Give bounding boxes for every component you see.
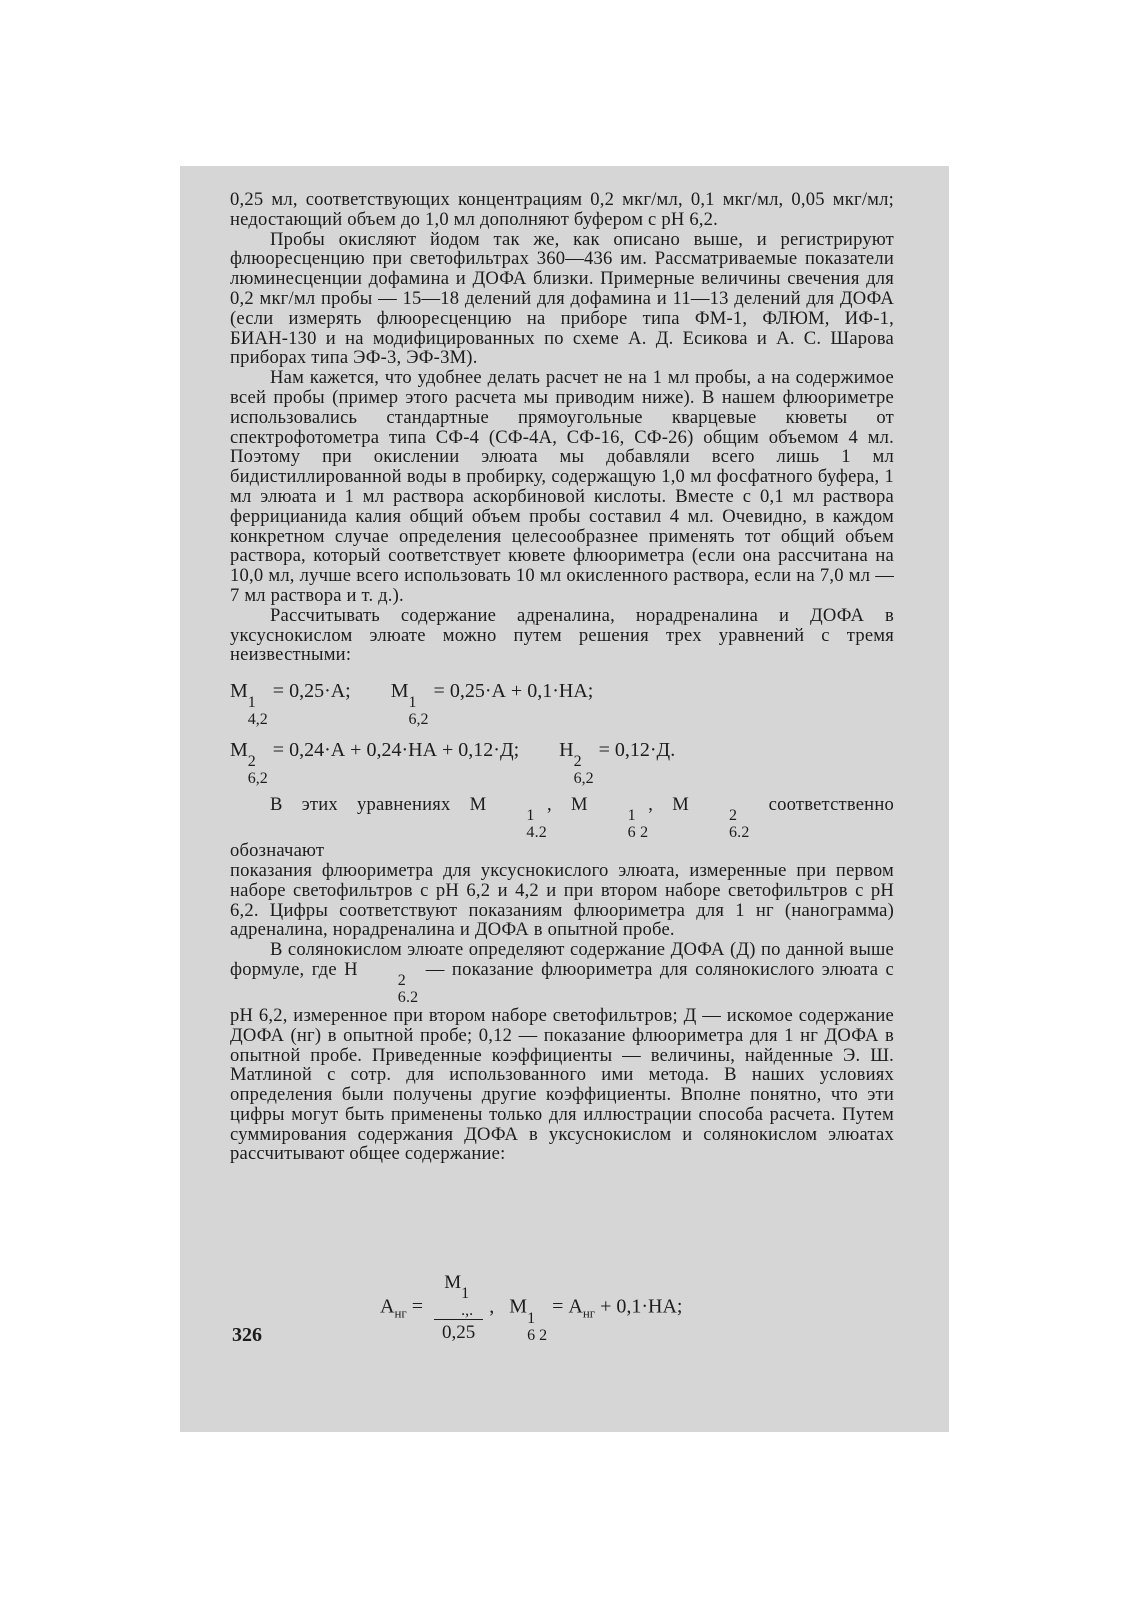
eq2b-rhs: = 0,12·Д. [593, 739, 676, 762]
eq2b-sub: 6,2 [573, 770, 594, 788]
final-sep: , [489, 1295, 495, 1318]
final-num-m: М [444, 1272, 462, 1293]
eq1a-symbol: М [230, 680, 248, 703]
eq2a-symbol: М [230, 739, 248, 762]
eq-expl-m2-sub: 6 2 [627, 824, 649, 842]
paragraph-5: показания флюориметра для уксуснокислого элюата, измеренные при первом наборе светофильтров с рН 6,2 и 4,2 и при втором наборе светофильтров с рН 6,2. Цифры соответствуют показаниям флюориметра для 1 нг (нанограмма) адреналина, норадреналина и ДОФА в опытной пробе. [230, 859, 894, 941]
eq-expl-sep2: , [648, 794, 673, 816]
paragraph-6 [230, 940, 894, 1164]
final-rhs-lead: = А [547, 1295, 583, 1318]
eq1b-rhs: = 0,25·А + 0,1·НА; [428, 680, 594, 703]
eq-expl-m2-sup: 1 [627, 807, 636, 825]
final-fraction [434, 1272, 483, 1344]
paragraph-1: 0,25 мл, соответствующих концентрациям 0,2 мкг/мл, 0,1 мкг/мл, 0,05 мкг/мл; недостающий объем до 1,0 мл дополняют буфером с рН 6,2. [230, 189, 894, 230]
final-eq-sign: = [406, 1295, 424, 1318]
final-m-sub: 6 2 [527, 1326, 548, 1344]
final-m: М [509, 1295, 528, 1318]
eq2a-rhs: = 0,24·А + 0,24·НА + 0,12·Д; [267, 739, 520, 762]
page-body [230, 190, 894, 1164]
eq2a-sup: 2 [247, 753, 256, 771]
final-a-sub: нг [394, 1305, 407, 1321]
eq1a-sub: 4,2 [247, 711, 268, 729]
eq2a-sub: 6,2 [247, 770, 268, 788]
eq1a-sup: 1 [247, 694, 256, 712]
final-denominator: 0,25 [442, 1322, 476, 1343]
final-a: А [380, 1295, 395, 1318]
paragraph-3: Нам кажется, что удобнее делать расчет не на 1 мл пробы, а на содержимое всей пробы (пример этого расчета мы приводим ниже). В нашем флюориметре использовались стандартные прямоугольные кварцевые кюветы от спектрофотометра типа СФ-4 (СФ-4А, СФ-16, СФ-26) общим объемом 4 мл. Поэтому при окислении элюата мы добавляли всего лишь 1 мл бидистиллированной воды в пробирку, содержащую 1,0 мл фосфатного буфера, 1 мл элюата и 1 мл раствора аскорбиновой кислоты. Вместе с 0,1 мл раствора феррицианида калия общий объем пробы составил 4 мл. Очевидно, в каждом конкретном случае определения целесообразнее применять тот общий объем раствора, который соответствует кювете флюориметра (если она рассчитана на 10,0 мл, лучше всего использовать 10 мл окисленного раствора, если на 7,0 мл — 7 мл раствора и т. д.). [230, 367, 894, 606]
equation-line-2 [230, 738, 894, 787]
eq1b-sub: 6,2 [408, 711, 429, 729]
final-rhs-sub: нг [582, 1305, 596, 1321]
eq-expl-m1-sup: 1 [526, 807, 535, 825]
paragraph-2: Пробы окисляют йодом так же, как описано выше, и регистрируют флюоресценцию при светофильтрах 360—436 им. Рассматриваемые показатели люминесценции дофамина и ДОФА близки. Примерные величины свечения для 0,2 мкг/мл пробы — 15—18 делений для дофамина и 11—13 делений для ДОФА (если измерять флюоресценцию на приборе типа ФМ-1, ФЛЮМ, ИФ-1, БИАН-130 и на модифицированных по схеме А. Д. Есикова и А. С. Шарова приборах типа ЭФ-3, ЭФ-3М). [230, 228, 894, 369]
scanned-page [180, 166, 949, 1432]
eq2b-symbol: Н [559, 739, 574, 762]
hcl-h-index [358, 973, 419, 1006]
eq1a-rhs: = 0,25·А; [267, 680, 351, 703]
hcl-h-sub: 6.2 [397, 988, 419, 1006]
eq-expl-m2-index [588, 808, 649, 841]
hcl-lead: В солянокислом элюате определяют содержание ДОФА (Д) по данной выше формуле, где [230, 939, 894, 980]
paragraph-5-lead [230, 795, 894, 861]
eq1b-symbol: М [390, 680, 409, 703]
paragraph-4: Рассчитывать содержание адреналина, норадреналина и ДОФА в уксуснокислом элюате можно путем решения трех уравнений с тремя неизвестными: [230, 604, 894, 666]
equation-line-1 [230, 679, 894, 728]
eq1a-index [248, 695, 268, 728]
final-rhs-tail: + 0,1·НА; [595, 1295, 683, 1318]
final-num-sub: .,. [461, 1302, 474, 1319]
eq-expl-tail: соответственно обозначают [230, 794, 894, 862]
eq2a-index [248, 754, 268, 787]
hcl-tail: — показание флюориметра для солянокислого элюата с рН 6,2, измеренное при втором наборе светофильтров; Д — искомое содержание ДОФА (нг) в опытной пробе; 0,12 — показание флюориметра для 1 нг ДОФА в опытной пробе. Приведенные коэффициенты — величины, найденные Э. Ш. Матлиной с сотр. для использованного ими метода. В наших условиях определения были получены другие коэффициенты. Вполне понятно, что эти цифры могут быть применены только для иллюстрации способа расчета. Путем суммирования содержания ДОФА в уксуснокислом и солянокислом элюатах рассчитывают общее содержание: [230, 958, 894, 1165]
eq-expl-m1-sub: 4.2 [526, 824, 547, 842]
eq1b-index [409, 695, 429, 728]
eq-expl-m3: М [672, 794, 689, 816]
final-m-index [527, 1311, 547, 1344]
eq2b-sup: 2 [573, 753, 582, 771]
eq1b-sup: 1 [408, 694, 417, 712]
eq-expl-m3-index [689, 808, 750, 841]
hcl-h-sup: 2 [397, 971, 406, 989]
final-numerator [436, 1272, 481, 1319]
final-equation [380, 1272, 683, 1344]
hcl-h: Н [344, 958, 358, 980]
final-num-sup: 1 [461, 1285, 470, 1302]
eq-expl-m3-sub: 6.2 [728, 824, 750, 842]
eq-expl-m1-index [486, 808, 547, 841]
eq-expl-lead: В этих уравнениях [270, 794, 470, 816]
page-number: 326 [232, 1324, 262, 1346]
eq-expl-sep1: , [546, 794, 571, 816]
final-num-index [461, 1286, 473, 1319]
eq2b-index [574, 754, 594, 787]
eq-expl-m2: М [570, 794, 588, 816]
eq-expl-m3-sup: 2 [728, 807, 738, 825]
final-m-sup: 1 [527, 1309, 536, 1327]
eq-expl-m1: М [469, 794, 487, 816]
